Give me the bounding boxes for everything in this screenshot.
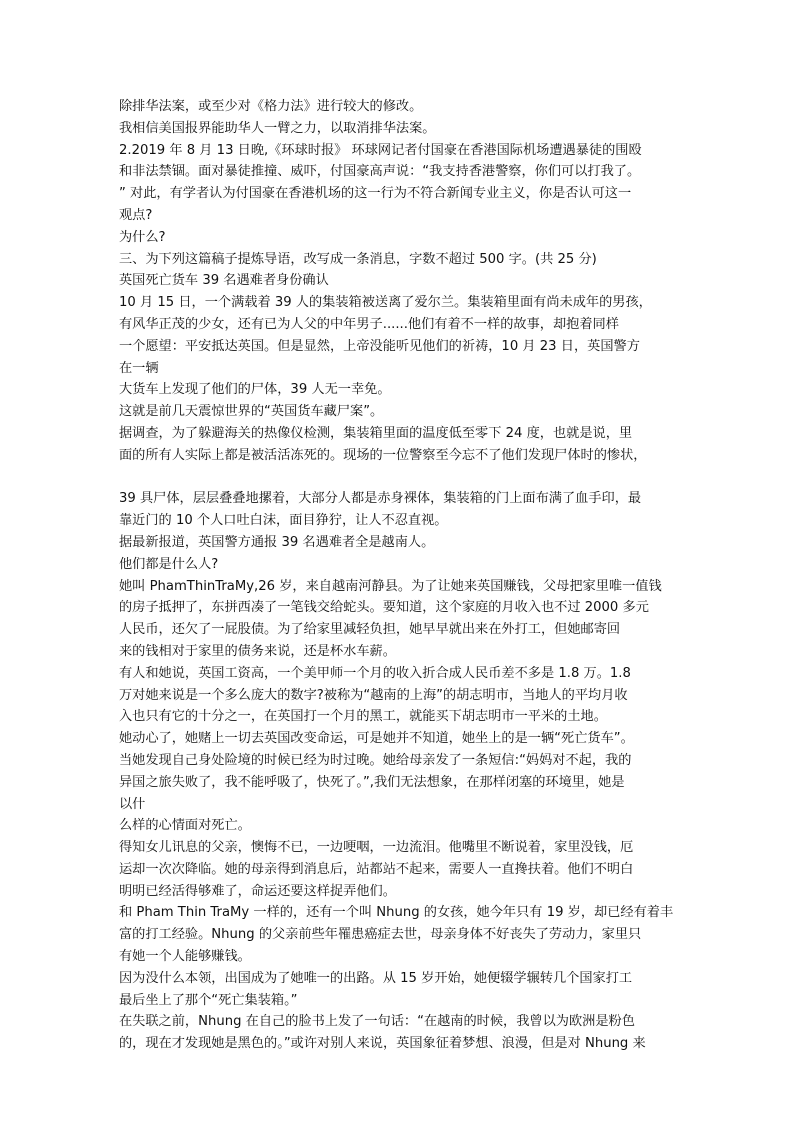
text-line: 的，现在才发现她是黑色的。”或许对别人来说，英国象征着梦想、浪漫，但是对 Nhung 来 (119, 1036, 646, 1052)
text-line: 么样的心情面对死亡。 (119, 818, 251, 834)
text-line: 因为没什么本领，出国成为了她唯一的出路。从 15 岁开始，她便辍学辗转几个国家打工 (119, 970, 633, 986)
text-line: 他们都是什么人? (119, 556, 219, 572)
document-page (119, 96, 679, 1055)
text-line: 和 Pham Thin TraMy 一样的，还有一个叫 Nhung 的女孩，她今年只有 19 岁，却已经有着丰 (119, 905, 674, 921)
text-line: 有她一个人能够赚钱。 (119, 949, 251, 965)
text-line: 为什么? (119, 229, 166, 245)
text-line: 运却一次次降临。她的母亲得到消息后，站都站不起来，需要人一直搀扶着。他们不明白 (119, 861, 634, 877)
text-line: ” 对此，有学者认为付国豪在香港机场的这一行为不符合新闻专业主义，你是否认可这一 (119, 186, 632, 202)
text-line: 最后坐上了那个“死亡集装箱。” (119, 992, 298, 1008)
text-line: 得知女儿讯息的父亲，懊悔不已，一边哽咽，一边流泪。他嘴里不断说着，家里没钱，厄 (119, 840, 634, 856)
text-line: 有人和她说，英国工资高，一个美甲师一个月的收入折合成人民币差不多是 1.8 万。1.8 (119, 665, 631, 681)
text-line: 据最新报道，英国警方通报 39 名遇难者全是越南人。 (119, 534, 435, 550)
text-line: 来的钱相对于家里的债务来说，还是杯水车薪。 (119, 643, 396, 659)
text-line: 以什 (119, 796, 146, 812)
text-line: 观点? (119, 207, 153, 223)
text-line: 她叫 PhamThinTraMy,26 岁，来自越南河静县。为了让她来英国赚钱，父母把家里唯一值钱 (119, 578, 662, 594)
text-line: 当她发现自己身处险境的时候已经为时过晚。她给母亲发了一条短信:“妈妈对不起，我的 (119, 752, 632, 768)
text-line: 我相信美国报界能助华人一臂之力，以取消排华法案。 (119, 120, 436, 136)
text-line: 和非法禁锢。面对暴徒推撞、威吓，付国豪高声说：“我支持香港警察，你们可以打我了。 (119, 164, 641, 180)
text-line: 的房子抵押了，东拼西凑了一笔钱交给蛇头。要知道，这个家庭的月收入也不过 2000 多元 (119, 600, 649, 616)
text-line: 三、为下列这篇稿子提炼导语，改写成一条消息，字数不超过 500 字。(共 25 分) (119, 251, 597, 267)
text-line: 面的所有人实际上都是被活活冻死的。现场的一位警察至今忘不了他们发现尸体时的惨状， (119, 447, 647, 463)
text-line: 人民币，还欠了一屁股债。为了给家里减轻负担，她早早就出来在外打工，但她邮寄回 (119, 622, 621, 638)
text-line: 10 月 15 日，一个满载着 39 人的集装箱被送离了爱尔兰。集装箱里面有尚未成年的男孩， (119, 295, 652, 311)
text-line: 她动心了，她赌上一切去英国改变命运，可是她并不知道，她坐上的是一辆“死亡货车”。 (119, 731, 634, 747)
blank-line (119, 467, 679, 489)
text-line: 异国之旅失败了，我不能呼吸了，快死了。”,我们无法想象，在那样闭塞的环境里，她是 (119, 774, 625, 790)
text-line: 2.2019 年 8 月 13 日晚,《环球时报》 环球网记者付国豪在香港国际机场遭遇暴徒的围殴 (119, 142, 642, 158)
text-line: 一个愿望：平安抵达英国。但是显然，上帝没能听见他们的祈祷，10 月 23 日，英国警方 (119, 338, 640, 354)
text-line: 明明已经活得够难了，命运还要这样捉弄他们。 (119, 883, 396, 899)
text-line: 这就是前几天震惊世界的“英国货车藏尸案”。 (119, 404, 384, 420)
text-line: 大货车上发现了他们的尸体，39 人无一幸免。 (119, 382, 391, 398)
text-line: 除排华法案，或至少对《格力法》进行较大的修改。 (119, 99, 423, 114)
text-line: 富的打工经验。Nhung 的父亲前些年罹患癌症去世，母亲身体不好丧失了劳动力，家里只 (119, 927, 642, 943)
text-line: 在一辆 (119, 360, 159, 376)
text-line: 英国死亡货车 39 名遇难者身份确认 (119, 273, 329, 289)
text-line: 靠近门的 10 个人口吐白沫，面目狰狞，让人不忍直视。 (119, 513, 448, 529)
text-line: 万对她来说是一个多么庞大的数字?被称为“越南的上海”的胡志明市，当地人的平均月收 (119, 687, 628, 703)
text-line: 入也只有它的十分之一，在英国打一个月的黑工，就能买下胡志明市一平米的土地。 (119, 709, 607, 725)
text-line: 据调查，为了躲避海关的热像仪检测，集装箱里面的温度低至零下 24 度，也就是说，里 (119, 425, 633, 441)
text-line: 39 具尸体，层层叠叠地摞着，大部分人都是赤身裸体，集装箱的门上面布满了血手印，最 (119, 491, 642, 507)
text-line: 有风华正茂的少女，还有已为人父的中年男子......他们有着不一样的故事，却抱着同样 (119, 316, 619, 332)
text-line: 在失联之前，Nhung 在自己的脸书上发了一句话：“在越南的时候，我曾以为欧洲是粉色 (119, 1014, 635, 1030)
